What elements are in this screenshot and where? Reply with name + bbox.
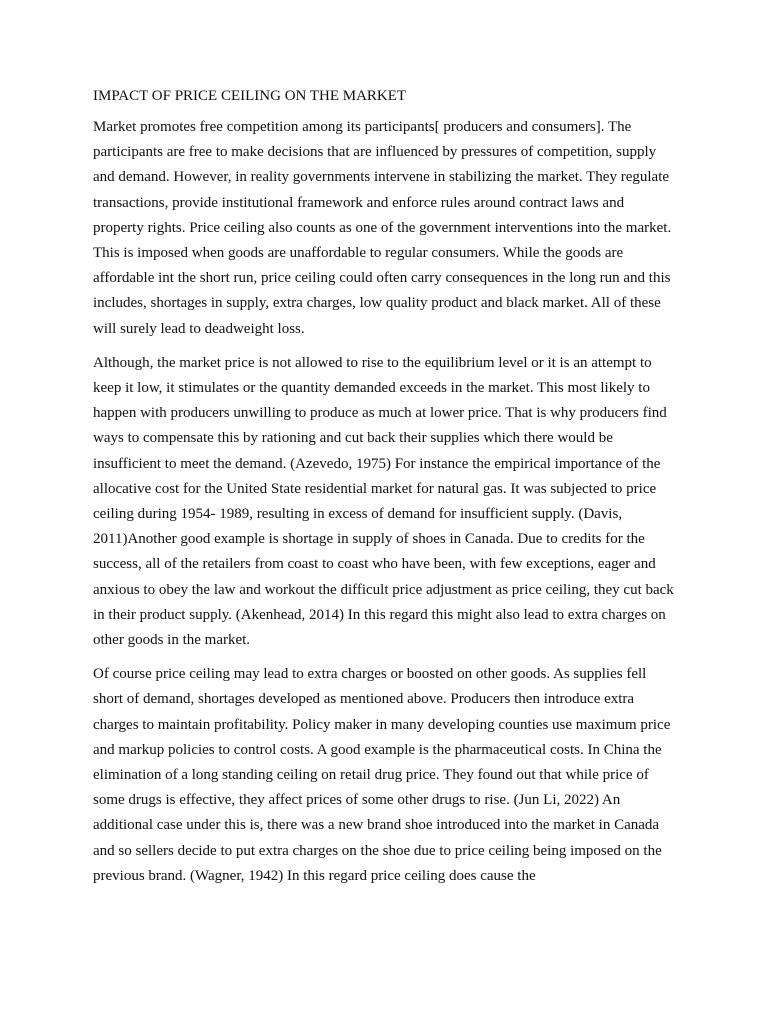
document-body — [93, 86, 678, 898]
paragraph-3: Of course price ceiling may lead to extra charges or boosted on other goods. As supplies fell short of demand, shortages developed as mentioned above. Producers then introduce extra charges to maintain profitability. Policy maker in many developing counties use maximum price and markup policies to control costs. A good example is the pharmaceutical costs. In China the elimination of a long standing ceiling on retail drug price. They found out that while price of some drugs is effective, they affect prices of some other drugs to rise. (Jun Li, 2022) An additional case under this is, there was a new brand shoe introduced into the market in Canada and so sellers decide to put extra charges on the shoe due to price ceiling being imposed on the previous brand. (Wagner, 1942) In this regard price ceiling does cause the — [93, 666, 671, 884]
document-title: IMPACT OF PRICE CEILING ON THE MARKET — [93, 88, 407, 104]
paragraph-1: Market promotes free competition among its participants[ producers and consumers]. The participants are free to make decisions that are influenced by pressures of competition, supply and demand. However, in reality governments intervene in stabilizing the market. They regulate transactions, provide institutional framework and enforce rules around contract laws and property rights. Price ceiling also counts as one of the government interventions into the market. This is imposed when goods are unaffordable to regular consumers. While the goods are affordable int the short run, price ceiling could often carry consequences in the long run and this includes, shortages in supply, extra charges, low quality product and black market. All of these will surely lead to deadweight loss. — [93, 119, 672, 337]
paragraph-2: Although, the market price is not allowed to rise to the equilibrium level or it is an attempt to keep it low, it stimulates or the quantity demanded exceeds in the market. This most likely to happen with producers unwilling to produce as much at lower price. That is why producers find ways to compensate this by rationing and cut back their supplies which there would be insufficient to meet the demand. (Azevedo, 1975) For instance the empirical importance of the allocative cost for the United State residential market for natural gas. It was subjected to price ceiling during 1954- 1989, resulting in excess of demand for insufficient supply. (Davis, 2011)Another good example is shortage in supply of shoes in Canada. Due to credits for the success, all of the retailers from coast to coast who have been, with few exceptions, eager and anxious to obey the law and workout the difficult price adjustment as price ceiling, they cut back in their product supply. (Akenhead, 2014) In this regard this might also lead to extra charges on other goods in the market. — [93, 354, 674, 649]
